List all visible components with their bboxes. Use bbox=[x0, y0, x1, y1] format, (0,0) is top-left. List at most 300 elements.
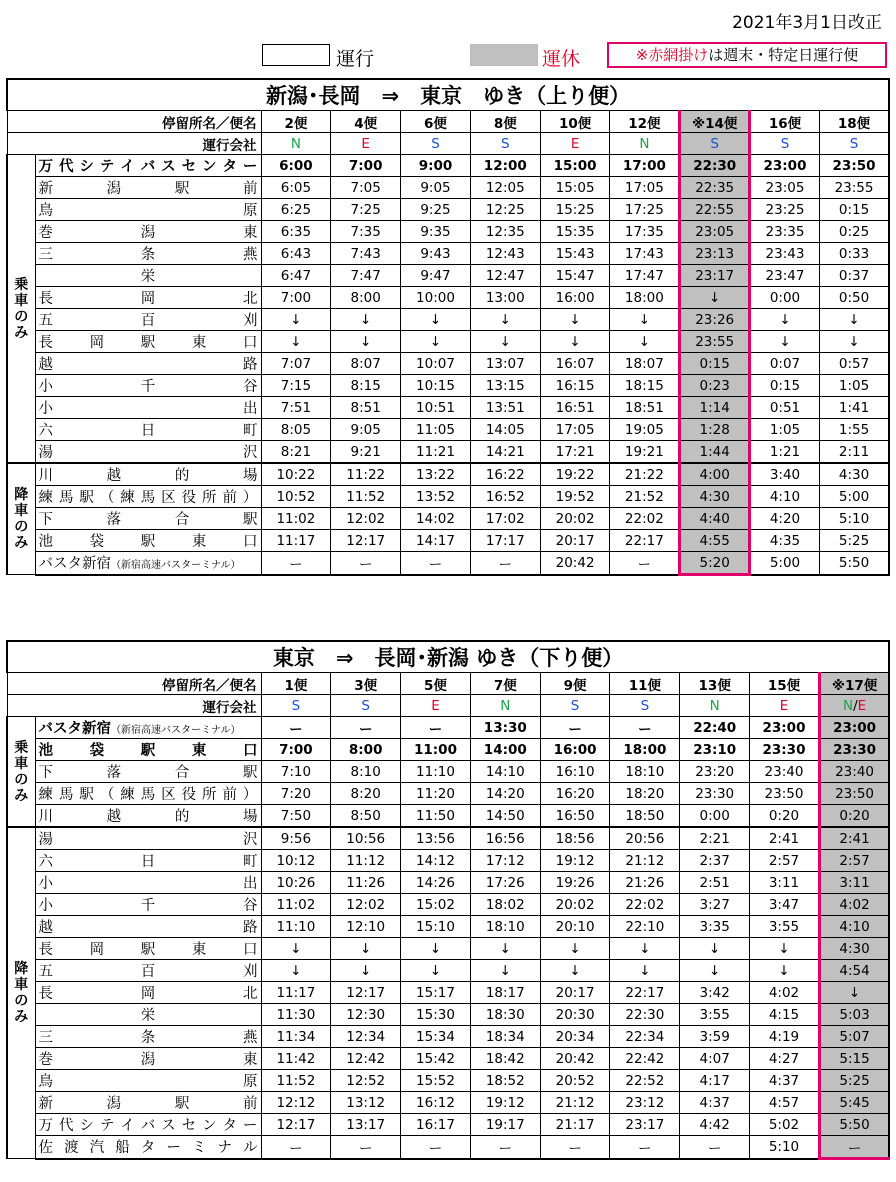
departure-time: 3:42 bbox=[680, 982, 750, 1004]
departure-time: 0:15 bbox=[680, 353, 750, 375]
stop-name-char: 潟 bbox=[106, 181, 122, 197]
departure-time: 11:17 bbox=[261, 982, 331, 1004]
stop-name-text bbox=[39, 464, 258, 485]
stop-name-char: 川 bbox=[38, 468, 53, 484]
stop-name bbox=[35, 530, 261, 552]
stop-name bbox=[35, 827, 261, 850]
legend-suspended-label: 運休 bbox=[542, 48, 581, 70]
departure-time: 0:50 bbox=[819, 287, 889, 309]
departure-time: 1:41 bbox=[819, 397, 889, 419]
departure-time: ↓ bbox=[540, 938, 610, 960]
stop-name-char: 馬 bbox=[58, 787, 74, 803]
departure-time: 3:55 bbox=[750, 916, 820, 938]
stop-name-text bbox=[39, 309, 258, 330]
departure-time: 5:45 bbox=[819, 1092, 889, 1114]
departure-time: 23:55 bbox=[680, 331, 750, 353]
departure-time: 13:17 bbox=[331, 1114, 401, 1136]
departure-time: 1:28 bbox=[680, 419, 750, 441]
departure-time: 19:05 bbox=[610, 419, 680, 441]
departure-time: ↓ bbox=[401, 309, 471, 331]
stop-name-char: 長 bbox=[38, 986, 53, 1002]
departure-time: 4:20 bbox=[750, 508, 820, 530]
departure-time: 4:10 bbox=[750, 486, 820, 508]
departure-time: 13:12 bbox=[331, 1092, 401, 1114]
departure-time: 5:25 bbox=[819, 1070, 889, 1092]
stop-name-char: ） bbox=[242, 787, 258, 803]
stop-name-char: 百 bbox=[140, 964, 156, 980]
departure-time: ー bbox=[261, 717, 331, 739]
stop-name-text bbox=[39, 828, 258, 849]
departure-time: 15:17 bbox=[401, 982, 471, 1004]
stop-name-char: 万 bbox=[38, 159, 53, 175]
departure-time: 18:02 bbox=[470, 894, 540, 916]
stop-name-char: ミ bbox=[191, 1140, 207, 1157]
stop-name bbox=[35, 982, 261, 1004]
stop-name-text bbox=[39, 243, 258, 264]
bus-number: 8便 bbox=[470, 111, 540, 133]
stop-name-char: 万 bbox=[38, 1118, 53, 1134]
departure-time: 20:17 bbox=[540, 530, 610, 552]
departure-time: 23:40 bbox=[750, 761, 820, 783]
stop-name bbox=[35, 177, 261, 199]
departure-time: ー bbox=[680, 1136, 750, 1159]
company-code bbox=[470, 695, 540, 717]
stop-name-text bbox=[39, 1070, 258, 1091]
departure-time: 11:05 bbox=[401, 419, 471, 441]
departure-time: 20:34 bbox=[540, 1026, 610, 1048]
stop-name-char: 汽 bbox=[89, 1140, 105, 1157]
departure-time: 9:05 bbox=[331, 419, 401, 441]
departure-time: 15:00 bbox=[540, 155, 610, 177]
stop-name-char: 場 bbox=[242, 809, 258, 825]
departure-time: 20:17 bbox=[540, 982, 610, 1004]
stop-name-text bbox=[39, 287, 258, 308]
group-char: 乗 bbox=[14, 739, 29, 756]
departure-time: 12:42 bbox=[331, 1048, 401, 1070]
departure-time: 15:52 bbox=[401, 1070, 471, 1092]
stop-name-text bbox=[39, 397, 258, 418]
departure-time: 3:11 bbox=[750, 872, 820, 894]
timetable-up bbox=[6, 78, 890, 576]
departure-time: 13:07 bbox=[470, 353, 540, 375]
departure-time: 19:26 bbox=[540, 872, 610, 894]
stop-row bbox=[7, 221, 889, 243]
group-char: 車 bbox=[14, 292, 29, 309]
stop-name-char: 路 bbox=[243, 920, 258, 936]
departure-time: 18:52 bbox=[470, 1070, 540, 1092]
stop-name-text bbox=[39, 982, 258, 1003]
stop-name-char: バ bbox=[140, 1118, 156, 1134]
boarding-group-label bbox=[7, 155, 35, 464]
stop-name-char: 沢 bbox=[243, 832, 258, 848]
departure-time: 14:02 bbox=[401, 508, 471, 530]
departure-time: ー bbox=[401, 1136, 471, 1159]
stop-name-char: 小 bbox=[38, 876, 53, 892]
departure-time: 18:30 bbox=[470, 1004, 540, 1026]
departure-time: 11:20 bbox=[401, 783, 471, 805]
departure-time: 5:20 bbox=[680, 552, 750, 575]
company-code-part: S bbox=[640, 697, 650, 714]
departure-time: 22:40 bbox=[680, 717, 750, 739]
header-label: 停留所名／便名 bbox=[7, 111, 261, 133]
departure-time: 18:17 bbox=[470, 982, 540, 1004]
departure-time: 4:55 bbox=[680, 530, 750, 552]
departure-time: 2:57 bbox=[750, 850, 820, 872]
stop-name-text bbox=[39, 530, 258, 551]
departure-time: ↓ bbox=[331, 960, 401, 982]
company-code-sep: / bbox=[853, 697, 858, 714]
departure-time: 18:42 bbox=[470, 1048, 540, 1070]
stop-name-text bbox=[39, 1136, 258, 1157]
stop-row bbox=[7, 552, 889, 575]
departure-time: ー bbox=[261, 552, 331, 575]
company-code bbox=[750, 695, 820, 717]
stop-name-char: ー bbox=[242, 1118, 258, 1134]
departure-time: 14:10 bbox=[470, 761, 540, 783]
stop-name-char: 六 bbox=[38, 423, 53, 439]
departure-time: 16:20 bbox=[540, 783, 610, 805]
departure-time: 0:57 bbox=[819, 353, 889, 375]
company-code bbox=[819, 695, 889, 717]
timetable-down bbox=[6, 640, 890, 1160]
departure-time: 18:00 bbox=[610, 739, 680, 761]
stop-row bbox=[7, 916, 889, 938]
departure-time: 14:50 bbox=[470, 805, 540, 828]
departure-time: 3:40 bbox=[750, 463, 820, 486]
departure-time: 19:17 bbox=[470, 1114, 540, 1136]
departure-time: 18:20 bbox=[610, 783, 680, 805]
company-code-part: E bbox=[431, 697, 440, 714]
departure-time: 10:22 bbox=[261, 463, 331, 486]
departure-time: 16:00 bbox=[540, 287, 610, 309]
departure-time: 20:56 bbox=[610, 827, 680, 850]
company-code-part: S bbox=[849, 135, 859, 152]
stop-row bbox=[7, 783, 889, 805]
legend-operating-label: 運行 bbox=[336, 48, 375, 70]
departure-time: 0:15 bbox=[750, 375, 820, 397]
company-code-part: S bbox=[570, 697, 580, 714]
stop-name-char: 口 bbox=[243, 743, 258, 759]
departure-time: 16:10 bbox=[540, 761, 610, 783]
departure-time: 22:02 bbox=[610, 508, 680, 530]
departure-time: 20:10 bbox=[540, 916, 610, 938]
departure-time: 8:15 bbox=[331, 375, 401, 397]
departure-time: 18:34 bbox=[470, 1026, 540, 1048]
company-code bbox=[331, 695, 401, 717]
stop-name-char: 落 bbox=[106, 512, 122, 528]
departure-time: 0:51 bbox=[750, 397, 820, 419]
departure-time: 15:10 bbox=[401, 916, 471, 938]
departure-time: 16:12 bbox=[401, 1092, 471, 1114]
departure-time: 12:47 bbox=[470, 265, 540, 287]
stop-name-text bbox=[39, 1048, 258, 1069]
departure-time: 23:30 bbox=[819, 739, 889, 761]
stop-row bbox=[7, 1114, 889, 1136]
stop-name-char: 五 bbox=[38, 313, 53, 329]
departure-time: ↓ bbox=[261, 309, 331, 331]
company-code bbox=[401, 695, 471, 717]
departure-time: 4:02 bbox=[750, 982, 820, 1004]
departure-time: 4:19 bbox=[750, 1026, 820, 1048]
legend-note-rest: は週末・特定日運行便 bbox=[708, 46, 859, 64]
departure-time: ↓ bbox=[331, 309, 401, 331]
departure-time: 2:41 bbox=[819, 827, 889, 850]
departure-time: 23:26 bbox=[680, 309, 750, 331]
departure-time: 11:12 bbox=[331, 850, 401, 872]
departure-time: 11:42 bbox=[261, 1048, 331, 1070]
bus-number: 16便 bbox=[750, 111, 820, 133]
departure-time: 5:50 bbox=[819, 552, 889, 575]
stop-name-char: 北 bbox=[243, 291, 258, 307]
departure-time: 19:21 bbox=[610, 441, 680, 464]
departure-time: 12:30 bbox=[331, 1004, 401, 1026]
stop-name-char: 潟 bbox=[140, 225, 156, 241]
departure-time: 17:17 bbox=[470, 530, 540, 552]
stop-row bbox=[7, 177, 889, 199]
departure-time: ー bbox=[470, 552, 540, 575]
company-code bbox=[331, 133, 401, 155]
departure-time: 9:47 bbox=[401, 265, 471, 287]
departure-time: 11:26 bbox=[331, 872, 401, 894]
stop-row bbox=[7, 805, 889, 828]
departure-time: 4:10 bbox=[819, 916, 889, 938]
stop-name-char: 新 bbox=[38, 181, 53, 197]
departure-time: 16:15 bbox=[540, 375, 610, 397]
departure-time: 15:47 bbox=[540, 265, 610, 287]
departure-time: 11:10 bbox=[261, 916, 331, 938]
departure-time: 8:00 bbox=[331, 739, 401, 761]
departure-time: 9:25 bbox=[401, 199, 471, 221]
bus-number: 2便 bbox=[261, 111, 331, 133]
departure-time: 12:02 bbox=[331, 894, 401, 916]
group-char: 乗 bbox=[14, 276, 29, 293]
departure-time: 18:56 bbox=[540, 827, 610, 850]
stop-row bbox=[7, 960, 889, 982]
stop-name bbox=[35, 783, 261, 805]
stop-name-char: 練 bbox=[120, 490, 135, 506]
departure-time: 22:52 bbox=[610, 1070, 680, 1092]
departure-time: ↓ bbox=[401, 960, 471, 982]
departure-time: 17:00 bbox=[610, 155, 680, 177]
company-code bbox=[680, 695, 750, 717]
departure-time: 14:20 bbox=[470, 783, 540, 805]
company-code bbox=[610, 695, 680, 717]
stop-name-char: 駅 bbox=[140, 942, 156, 958]
departure-time: 5:50 bbox=[819, 1114, 889, 1136]
stop-name bbox=[35, 916, 261, 938]
departure-time: 6:05 bbox=[261, 177, 331, 199]
bus-number: 7便 bbox=[470, 673, 540, 695]
stop-name-text bbox=[39, 508, 258, 529]
departure-time: 20:02 bbox=[540, 508, 610, 530]
departure-time: 18:07 bbox=[610, 353, 680, 375]
departure-time: 8:00 bbox=[331, 287, 401, 309]
stop-name-char: ） bbox=[242, 490, 258, 506]
stop-name-char: 湯 bbox=[38, 832, 53, 848]
legend-white-swatch bbox=[262, 44, 330, 66]
stop-row bbox=[7, 155, 889, 177]
stop-name-char: 刈 bbox=[243, 313, 258, 329]
departure-time: 13:30 bbox=[470, 717, 540, 739]
stop-name-char: （ bbox=[99, 490, 115, 506]
departure-time: 4:37 bbox=[750, 1070, 820, 1092]
stop-name-char: 合 bbox=[174, 512, 190, 528]
stop-name-char: 前 bbox=[242, 1096, 258, 1112]
departure-time: 3:59 bbox=[680, 1026, 750, 1048]
stop-name bbox=[35, 739, 261, 761]
departure-time: ↓ bbox=[540, 960, 610, 982]
departure-time: 6:47 bbox=[261, 265, 331, 287]
departure-time: 19:12 bbox=[540, 850, 610, 872]
stop-name bbox=[35, 1092, 261, 1114]
bus-number: 12便 bbox=[610, 111, 680, 133]
group-char: 車 bbox=[14, 977, 29, 993]
departure-time: 17:35 bbox=[610, 221, 680, 243]
departure-time: 4:57 bbox=[750, 1092, 820, 1114]
departure-time: 23:30 bbox=[750, 739, 820, 761]
stop-name-char: 駅 bbox=[174, 181, 190, 197]
company-code-part: S bbox=[501, 135, 510, 152]
departure-time: 7:50 bbox=[261, 805, 331, 828]
departure-time: 0:00 bbox=[680, 805, 750, 828]
bus-number: ※14便 bbox=[680, 111, 750, 133]
stop-name-char: 馬 bbox=[140, 490, 156, 506]
stop-name-char: 越 bbox=[106, 809, 122, 825]
departure-time: 11:30 bbox=[261, 1004, 331, 1026]
stop-name bbox=[35, 1114, 261, 1136]
company-code-part: E bbox=[361, 135, 370, 152]
timetable-title: 新潟･長岡 ⇒ 東京 ゆき（上り便） bbox=[7, 79, 889, 111]
departure-time: 23:30 bbox=[680, 783, 750, 805]
stop-name-char: 鳥 bbox=[38, 1074, 53, 1090]
departure-time: 5:10 bbox=[819, 508, 889, 530]
group-char: 車 bbox=[14, 755, 29, 772]
departure-time: 12:43 bbox=[470, 243, 540, 265]
stop-row bbox=[7, 508, 889, 530]
stop-name-text bbox=[39, 894, 258, 915]
stop-name-char: 川 bbox=[38, 809, 53, 825]
stop-name-char: 岡 bbox=[140, 986, 156, 1002]
stop-name-char: 合 bbox=[174, 765, 190, 781]
departure-time: 23:20 bbox=[680, 761, 750, 783]
departure-time: 5:03 bbox=[819, 1004, 889, 1026]
departure-time: 11:22 bbox=[331, 463, 401, 486]
stop-name-char: 袋 bbox=[89, 534, 105, 550]
stop-name bbox=[35, 872, 261, 894]
stop-name-char: 小 bbox=[38, 401, 53, 417]
departure-time: 21:12 bbox=[610, 850, 680, 872]
company-code-part: S bbox=[431, 135, 440, 152]
bus-number: 18便 bbox=[819, 111, 889, 133]
departure-time: 22:02 bbox=[610, 894, 680, 916]
bus-number: 15便 bbox=[750, 673, 820, 695]
stop-row bbox=[7, 827, 889, 850]
company-code-part: E bbox=[779, 697, 789, 714]
stop-name-char: 長 bbox=[38, 291, 53, 307]
departure-time: 7:15 bbox=[261, 375, 331, 397]
departure-time: 23:05 bbox=[680, 221, 750, 243]
departure-time: 8:10 bbox=[331, 761, 401, 783]
departure-time: 10:52 bbox=[261, 486, 331, 508]
departure-time: 20:02 bbox=[540, 894, 610, 916]
departure-time: 12:17 bbox=[261, 1114, 331, 1136]
boarding-group-label bbox=[7, 827, 35, 1159]
departure-time: 12:10 bbox=[331, 916, 401, 938]
stop-name-char: 役 bbox=[181, 787, 197, 803]
company-code bbox=[680, 133, 750, 155]
legend-note-red: ※赤網掛け bbox=[635, 46, 709, 64]
stop-row bbox=[7, 1026, 889, 1048]
header-label: 停留所名／便名 bbox=[7, 673, 261, 695]
company-label: 運行会社 bbox=[7, 695, 261, 717]
departure-time: 19:22 bbox=[540, 463, 610, 486]
stop-name-char: 潟 bbox=[140, 1052, 156, 1068]
stop-name bbox=[35, 199, 261, 221]
departure-time: 22:34 bbox=[610, 1026, 680, 1048]
stop-name-text bbox=[39, 739, 258, 760]
departure-time: 17:05 bbox=[540, 419, 610, 441]
legend-gray-swatch bbox=[470, 44, 538, 66]
bus-number: 3便 bbox=[331, 673, 401, 695]
departure-time: ↓ bbox=[470, 938, 540, 960]
stop-name-char: 谷 bbox=[243, 898, 258, 914]
departure-time: 17:47 bbox=[610, 265, 680, 287]
departure-time: 17:02 bbox=[470, 508, 540, 530]
company-code-part: S bbox=[361, 697, 370, 714]
stop-name bbox=[35, 419, 261, 441]
stop-name-char: 日 bbox=[140, 423, 156, 439]
stop-name-char: タ bbox=[140, 1140, 156, 1157]
stop-name-char: イ bbox=[120, 1118, 135, 1134]
departure-time: 0:37 bbox=[819, 265, 889, 287]
stop-name-char: ー bbox=[242, 159, 258, 175]
departure-time: ↓ bbox=[261, 960, 331, 982]
departure-time: ↓ bbox=[540, 309, 610, 331]
departure-time: ↓ bbox=[819, 309, 889, 331]
stop-name-char: 千 bbox=[140, 379, 156, 395]
departure-time: 19:52 bbox=[540, 486, 610, 508]
group-char: 降 bbox=[14, 487, 29, 503]
company-code bbox=[540, 133, 610, 155]
stop-row bbox=[7, 717, 889, 739]
stop-name bbox=[35, 397, 261, 419]
stop-name-char: 燕 bbox=[243, 1030, 258, 1046]
departure-time: 3:27 bbox=[680, 894, 750, 916]
departure-time: 1:14 bbox=[680, 397, 750, 419]
stop-name bbox=[35, 265, 261, 287]
departure-time: 23:12 bbox=[610, 1092, 680, 1114]
departure-time: 1:21 bbox=[750, 441, 820, 464]
departure-time: 16:22 bbox=[470, 463, 540, 486]
stop-name-char: 出 bbox=[243, 876, 258, 892]
departure-time: 11:34 bbox=[261, 1026, 331, 1048]
timetable-title-row bbox=[7, 79, 889, 111]
departure-time: 7:43 bbox=[331, 243, 401, 265]
departure-time: 15:43 bbox=[540, 243, 610, 265]
departure-time: 10:51 bbox=[401, 397, 471, 419]
stop-name bbox=[35, 894, 261, 916]
stop-name-char: 三 bbox=[38, 1030, 53, 1046]
departure-time: 14:00 bbox=[470, 739, 540, 761]
departure-time: 4:40 bbox=[680, 508, 750, 530]
company-code-part: E bbox=[857, 697, 867, 714]
stop-row bbox=[7, 331, 889, 353]
departure-time: 11:52 bbox=[261, 1070, 331, 1092]
stop-row bbox=[7, 530, 889, 552]
stop-name-char: セ bbox=[181, 159, 197, 175]
departure-time: ー bbox=[401, 552, 471, 575]
departure-time: 4:54 bbox=[819, 960, 889, 982]
